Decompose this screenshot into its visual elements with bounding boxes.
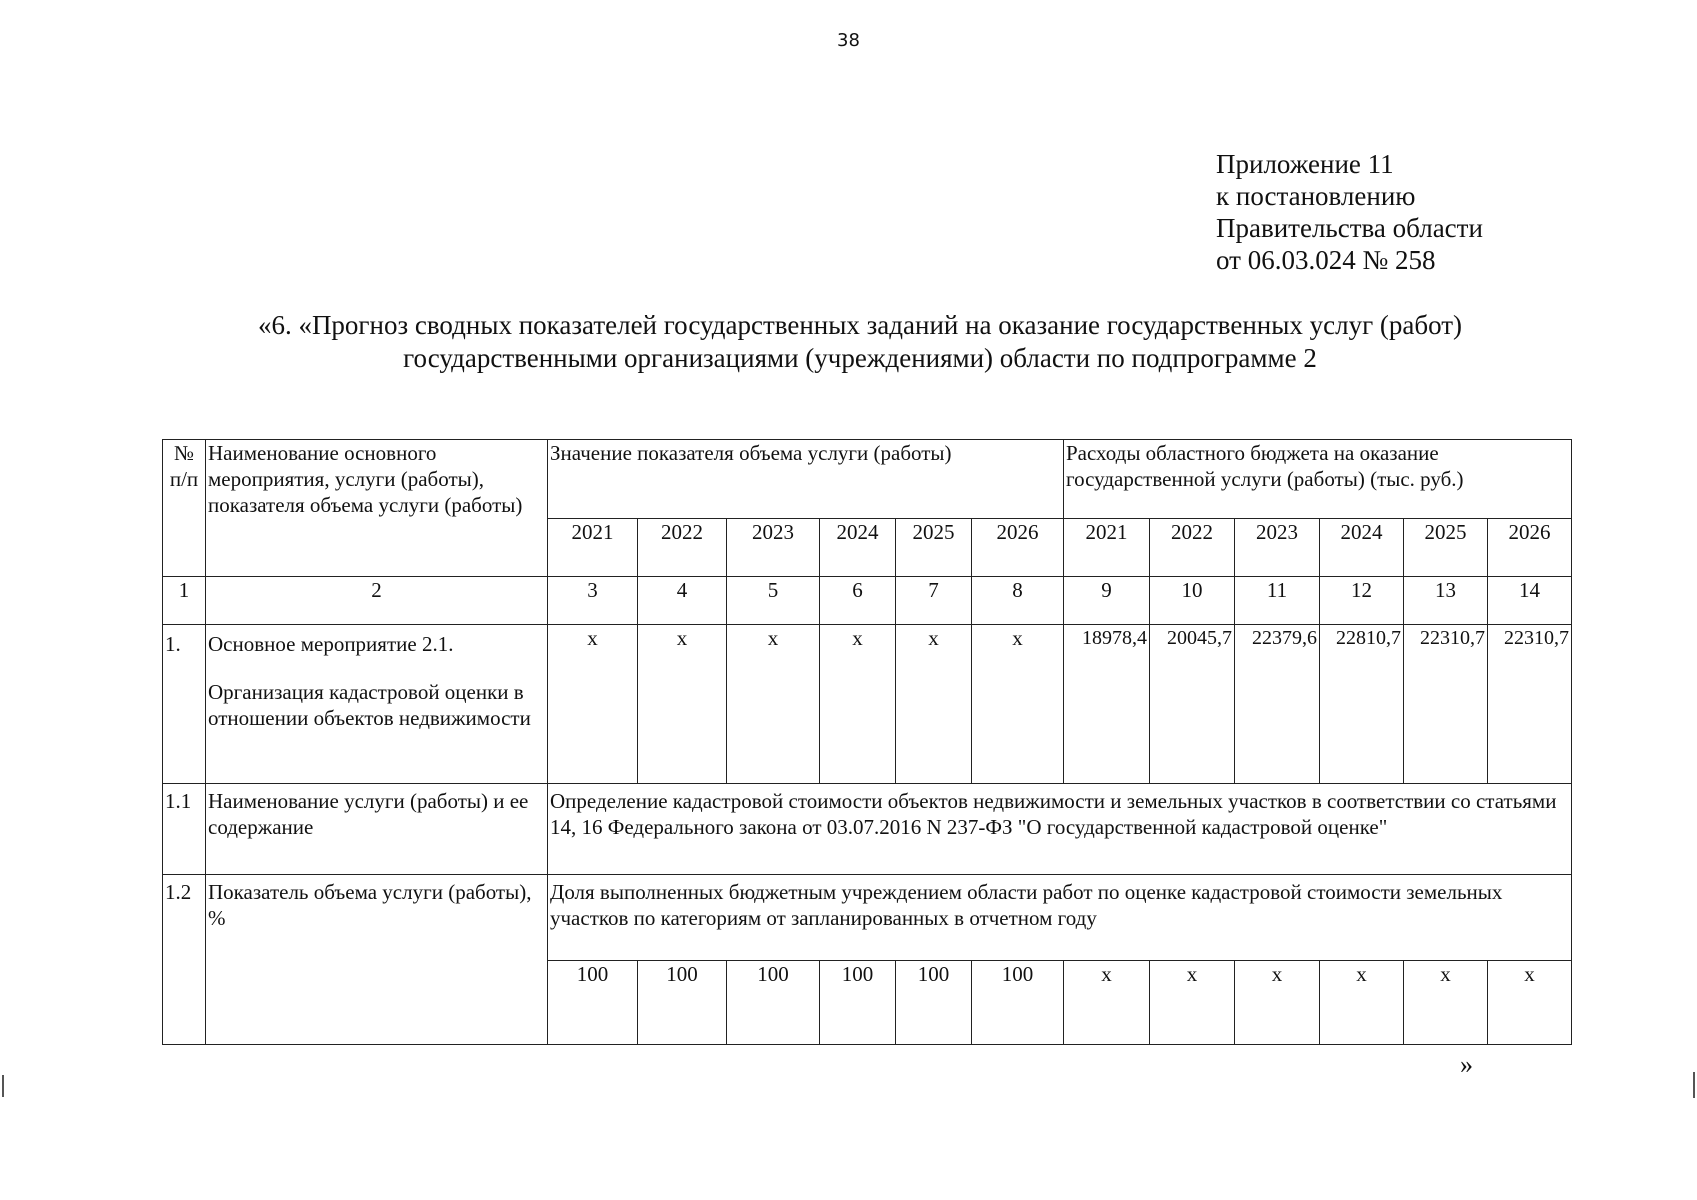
- row12-expense-cell: х: [1235, 961, 1320, 1045]
- row1-name-cell: [206, 625, 548, 784]
- column-number-cell: 9: [1064, 577, 1150, 625]
- row12-label: Показатель объема услуги (работы), %: [206, 875, 548, 1045]
- expense-year-cell: 2024: [1320, 519, 1404, 577]
- appendix-line-4: от 06.03.024 № 258: [1216, 245, 1436, 275]
- row12-expense-cell: х: [1150, 961, 1235, 1045]
- title-line-1: «6. «Прогноз сводных показателей государственных заданий на оказание государственных услуг (работ): [257, 310, 1463, 340]
- column-number-cell: 14: [1488, 577, 1572, 625]
- right-edge-mark: [1693, 1072, 1695, 1098]
- row12-expense-cell: х: [1064, 961, 1150, 1045]
- row1-volume-cell: х: [548, 625, 638, 784]
- row11-label: Наименование услуги (работы) и ее содержание: [206, 784, 548, 875]
- header-name: Наименование основного мероприятия, услуги (работы), показателя объема услуги (работы): [206, 440, 548, 577]
- column-number-cell: 12: [1320, 577, 1404, 625]
- appendix-line-2: к постановлению: [1216, 181, 1416, 211]
- column-number-cell: 8: [972, 577, 1064, 625]
- row12-volume-cell: 100: [972, 961, 1064, 1045]
- expense-year-cell: 2026: [1488, 519, 1572, 577]
- appendix-block: [1216, 148, 1483, 276]
- volume-year-cell: 2024: [820, 519, 896, 577]
- row12-volume-cell: 100: [727, 961, 820, 1045]
- volume-year-cell: 2026: [972, 519, 1064, 577]
- row12-volume-cell: 100: [820, 961, 896, 1045]
- column-number-cell: 1: [163, 577, 206, 625]
- page-number: 38: [837, 30, 860, 51]
- row12-expense-cell: х: [1488, 961, 1572, 1045]
- column-number-cell: 7: [896, 577, 972, 625]
- row12-expense-cell: х: [1404, 961, 1488, 1045]
- volume-year-cell: 2025: [896, 519, 972, 577]
- row1-num: 1.: [163, 625, 206, 784]
- row12-volume-cell: 100: [548, 961, 638, 1045]
- column-number-cell: 4: [638, 577, 727, 625]
- row12-volume-cell: 100: [896, 961, 972, 1045]
- column-number-cell: 13: [1404, 577, 1488, 625]
- column-number-cell: 2: [206, 577, 548, 625]
- document-title: [150, 309, 1570, 375]
- row12-num: 1.2: [163, 875, 206, 1045]
- row12-expense-cell: х: [1320, 961, 1404, 1045]
- row1-name-line-2: Организация кадастровой оценки в отношении объектов недвижимости: [208, 680, 531, 730]
- row1-expense-cell: 20045,7: [1150, 625, 1235, 784]
- left-edge-mark: [2, 1075, 4, 1097]
- row12-volume-cell: 100: [638, 961, 727, 1045]
- header-num: № п/п: [163, 440, 206, 577]
- row11-num: 1.1: [163, 784, 206, 875]
- column-number-cell: 10: [1150, 577, 1235, 625]
- volume-year-cell: 2021: [548, 519, 638, 577]
- row12-content: Доля выполненных бюджетным учреждением области работ по оценке кадастровой стоимости земельных участков по категориям от запланированных в отчетном году: [548, 875, 1572, 961]
- row1-expense-cell: 22379,6: [1235, 625, 1320, 784]
- header-volume-group: Значение показателя объема услуги (работы): [548, 440, 1064, 519]
- row1-volume-cell: х: [638, 625, 727, 784]
- column-number-cell: 3: [548, 577, 638, 625]
- row1-expense-cell: 18978,4: [1064, 625, 1150, 784]
- expense-year-cell: 2021: [1064, 519, 1150, 577]
- row1-volume-cell: х: [972, 625, 1064, 784]
- row11-content: Определение кадастровой стоимости объектов недвижимости и земельных участков в соответствии со статьями 14, 16 Федерального закона от 03.07.2016 N 237-ФЗ "О государственной кадастровой оценке": [548, 784, 1572, 875]
- expense-year-cell: 2022: [1150, 519, 1235, 577]
- closing-quote: »: [1460, 1050, 1473, 1079]
- expense-year-cell: 2025: [1404, 519, 1488, 577]
- column-number-cell: 6: [820, 577, 896, 625]
- indicators-table: [162, 439, 1572, 1045]
- row1-volume-cell: х: [896, 625, 972, 784]
- title-line-2: государственными организациями (учреждениями) области по подпрограмме 2: [403, 343, 1317, 373]
- header-expense-group: Расходы областного бюджета на оказание государственной услуги (работы) (тыс. руб.): [1064, 440, 1572, 519]
- row1-name-line-1: Основное мероприятие 2.1.: [208, 632, 454, 656]
- row1-volume-cell: х: [727, 625, 820, 784]
- column-number-cell: 5: [727, 577, 820, 625]
- row1-expense-cell: 22310,7: [1404, 625, 1488, 784]
- expense-year-cell: 2023: [1235, 519, 1320, 577]
- row1-volume-cell: х: [820, 625, 896, 784]
- column-number-cell: 11: [1235, 577, 1320, 625]
- volume-year-cell: 2022: [638, 519, 727, 577]
- volume-year-cell: 2023: [727, 519, 820, 577]
- row1-expense-cell: 22310,7: [1488, 625, 1572, 784]
- appendix-line-1: Приложение 11: [1216, 149, 1394, 179]
- row1-expense-cell: 22810,7: [1320, 625, 1404, 784]
- appendix-line-3: Правительства области: [1216, 213, 1483, 243]
